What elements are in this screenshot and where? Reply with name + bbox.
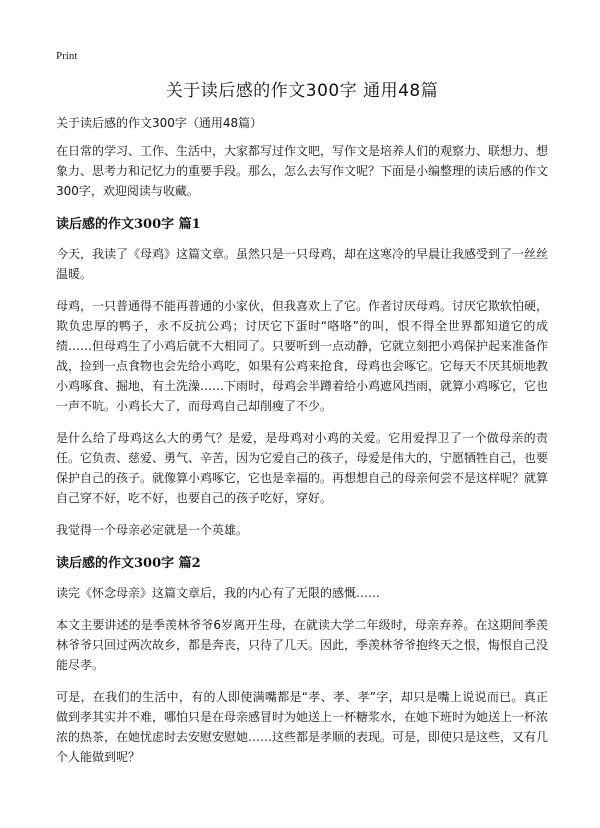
section-heading: 读后感的作文300字 篇1 [56,217,201,232]
print-link[interactable]: Print [56,50,78,62]
section-1 [56,213,548,540]
paragraph: 是什么给了母鸡这么大的勇气？是爱，是母鸡对小鸡的关爱。它用爱捍卫了一个做母亲的责任。它负责、慈爱、勇气、辛苦，因为它爱自己的孩子，母爱是伟大的，宁愿牺牲自己，也要保护自己的孩子。就像算小鸡啄它，它也是幸福的。再想想自己的母亲何尝不是这样呢？就算自己穿不好，吃不好，也要自己的孩子吃好，穿好。 [56,431,549,505]
document-page [56,70,548,779]
paragraph: 读完《怀念母亲》这篇文章后，我的内心有了无限的感慨…… [56,586,381,600]
paragraph: 我觉得一个母亲必定就是一个英雄。 [56,523,249,537]
paragraph: 可是，在我们的生活中，有的人即使满嘴都是“孝、孝、孝”字，却只是嘴上说说而已。真正做到孝其实并不难，哪怕只是在母亲感冒时为她送上一杯糖浆水，在她下班时为她送上一杯浓浓的热茶，在她忧虑时去安慰安慰她……这些都是孝顺的表现。可是，即使只是这些，又有几个人能做到呢？ [56,690,549,764]
section-2 [56,552,548,767]
paragraph: 母鸡，一只普通得不能再普通的小家伙，但我喜欢上了它。作者讨厌母鸡。讨厌它欺软怕硬，欺负忠厚的鸭子，永不反抗公鸡；讨厌它下蛋时“咯咯”的叫，恨不得全世界都知道它的成绩……但母鸡生了小鸡后就不大相同了。只要听到一点动静，它就立刻把小鸡保护起来准备作战，捡到一点食物也会先给小鸡吃，如果有公鸡来抢食，母鸡也会啄它。它每天不厌其烦地教小鸡啄食、掘地，有土洗澡……下雨时，母鸡会半蹲着给小鸡遮风挡雨，就算小鸡啄它，它也一声不吭。小鸡长大了，而母鸡自己却削瘦了不少。 [56,299,549,413]
intro-paragraph: 在日常的学习、工作、生活中，大家都写过作文吧，写作文是培养人们的观察力、联想力、想象力、思考力和记忆力的重要手段。那么，怎么去写作文呢？下面是小编整理的读后感的作文300字，欢迎阅读与收藏。 [56,144,549,198]
document-subtitle: 关于读后感的作文300字（通用48篇） [56,116,263,130]
paragraph: 今天，我读了《母鸡》这篇文章。虽然只是一只母鸡，却在这寒冷的早晨让我感受到了一丝丝温暖。 [56,247,549,281]
paragraph: 本文主要讲述的是季羡林爷爷6岁离开生母，在就读大学二年级时，母亲弃养。在这期间季羡林爷爷只回过两次故乡，都是奔丧，只待了几天。因此，季羡林爷爷抱终天之恨，悔恨自己没能尽孝。 [56,618,549,672]
document-title: 关于读后感的作文300字 通用48篇 [165,81,439,101]
section-heading: 读后感的作文300字 篇2 [56,556,201,571]
